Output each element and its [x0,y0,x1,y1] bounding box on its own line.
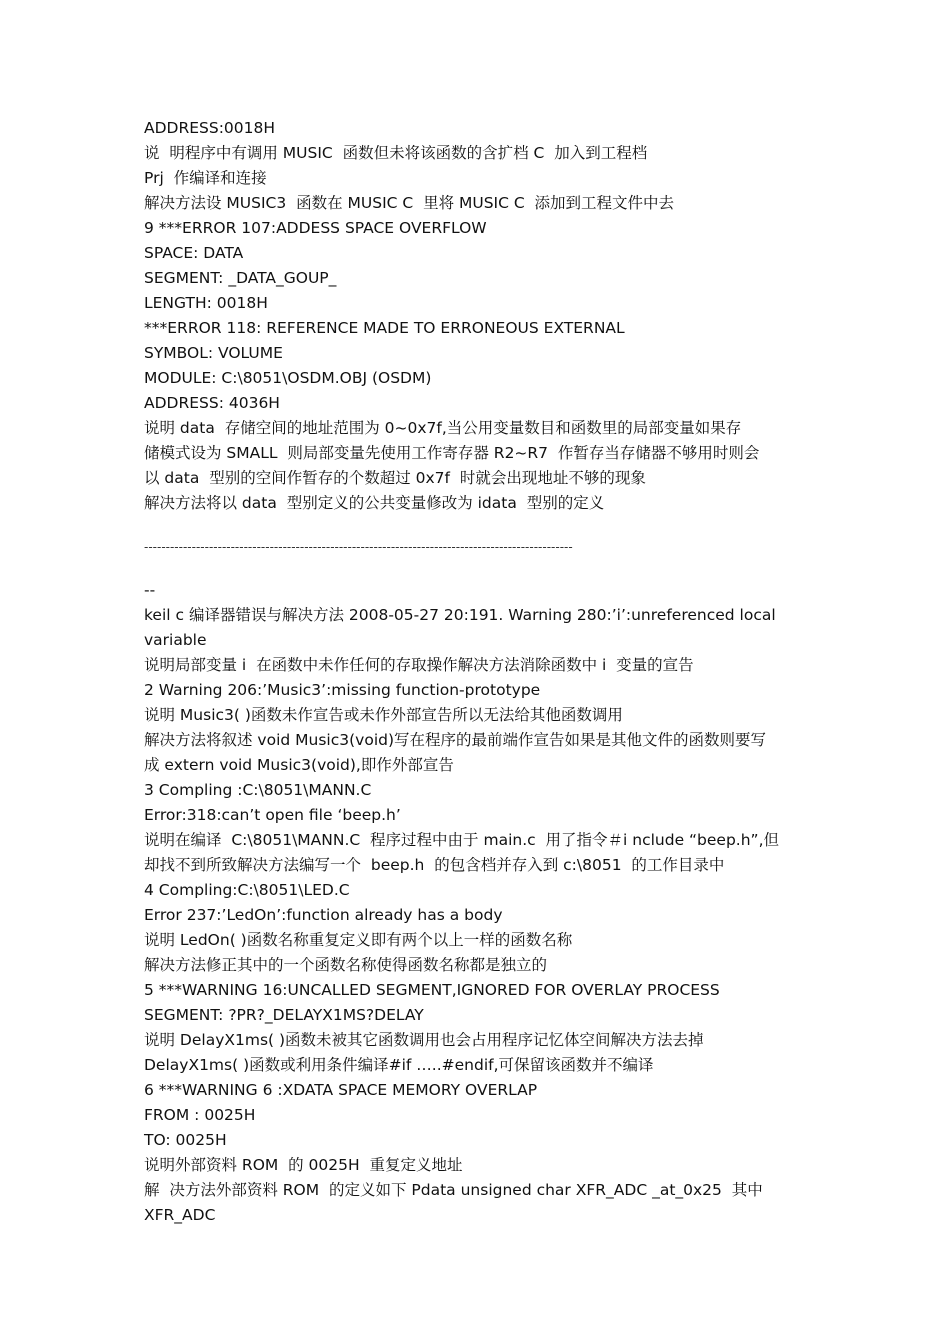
text-line: 说明局部变量 i 在函数中未作任何的存取操作解决方法消除函数中 i 变量的宣告 [144,656,694,674]
text-line: ***ERROR 118: REFERENCE MADE TO ERRONEOUS EXTERNAL [144,319,625,337]
text-line: DelayX1ms( )函数或利用条件编译#if …..#endif,可保留该函数并不编译 [144,1056,654,1074]
text-line: SPACE: DATA [144,244,244,262]
text-line: FROM : 0025H [144,1106,256,1124]
text-line: 4 Compling:C:\8051\LED.C [144,881,350,899]
text-line: Prj 作编译和连接 [144,169,267,187]
text-line: ADDRESS:0018H [144,119,276,137]
spacer [144,516,824,535]
text-line: SEGMENT: _DATA_GOUP_ [144,269,337,287]
text-line: Error:318:can’t open file ‘beep.h’ [144,806,401,824]
text-line: 说 明程序中有调用 MUSIC 函数但未将该函数的含扩档 C 加入到工程档 [144,144,648,162]
text-line: 解决方法将叙述 void Music3(void)写在程序的最前端作宣告如果是其他文件的函数则要写 [144,731,767,749]
text-line: Error 237:’LedOn’:function already has a body [144,906,503,924]
text-line: 说明在编译 C:\8051\MANN.C 程序过程中由于 main.c 用了指令＃i nclude “beep.h”,但 [144,831,780,849]
text-line: LENGTH: 0018H [144,294,268,312]
text-line: SEGMENT: ?PR?_DELAYX1MS?DELAY [144,1006,424,1024]
text-line: 说明 DelayX1ms( )函数未被其它函数调用也会占用程序记忆体空间解决方法去掉 [144,1031,704,1049]
separator-tail: -- [144,581,156,599]
text-line: 解决方法设 MUSIC3 函数在 MUSIC C 里将 MUSIC C 添加到工程文件中去 [144,194,675,212]
text-line: SYMBOL: VOLUME [144,344,283,362]
dashed-separator: --------------------------------------------------------------------------------------------------- [144,540,573,554]
text-line: keil c 编译器错误与解决方法 2008-05-27 20:191. Warning 280:’i’:unreferenced local [144,606,776,624]
document-body [144,116,824,1228]
text-line: 储模式设为 SMALL 则局部变量先使用工作寄存器 R2~R7 作暂存当存储器不够用时则会 [144,444,760,462]
text-line: 说明外部资料 ROM 的 0025H 重复定义地址 [144,1156,463,1174]
text-line: 2 Warning 206:’Music3’:missing function-prototype [144,681,541,699]
text-line: 解决方法将以 data 型别定义的公共变量修改为 idata 型别的定义 [144,494,605,512]
text-line: 说明 data 存储空间的地址范围为 0~0x7f,当公用变量数目和函数里的局部变量如果存 [144,419,742,437]
spacer [144,560,824,578]
text-line: 以 data 型别的空间作暂存的个数超过 0x7f 时就会出现地址不够的现象 [144,469,646,487]
text-line: 成 extern void Music3(void),即作外部宣告 [144,756,454,774]
text-line: ADDRESS: 4036H [144,394,280,412]
error-notes-section-1 [144,116,824,516]
text-line: 3 Compling :C:\8051\MANN.C [144,781,372,799]
text-line: 6 ***WARNING 6 :XDATA SPACE MEMORY OVERLAP [144,1081,538,1099]
text-line: 说明 Music3( )函数未作宣告或未作外部宣告所以无法给其他函数调用 [144,706,623,724]
text-line: 5 ***WARNING 16:UNCALLED SEGMENT,IGNORED FOR OVERLAY PROCESS [144,981,720,999]
text-line: MODULE: C:\8051\OSDM.OBJ (OSDM) [144,369,432,387]
text-line: 解决方法修正其中的一个函数名称使得函数名称都是独立的 [144,956,548,974]
error-notes-section-2 [144,603,824,1228]
text-line: 9 ***ERROR 107:ADDESS SPACE OVERFLOW [144,219,487,237]
text-line: 却找不到所致解决方法编写一个 beep.h 的包含档并存入到 c:\8051 的工作目录中 [144,856,725,874]
text-line: 解 决方法外部资料 ROM 的定义如下 Pdata unsigned char XFR_ADC _at_0x25 其中 [144,1181,763,1199]
text-line: TO: 0025H [144,1131,227,1149]
text-line: variable [144,631,207,649]
text-line: 说明 LedOn( )函数名称重复定义即有两个以上一样的函数名称 [144,931,573,949]
text-line: XFR_ADC [144,1206,216,1224]
